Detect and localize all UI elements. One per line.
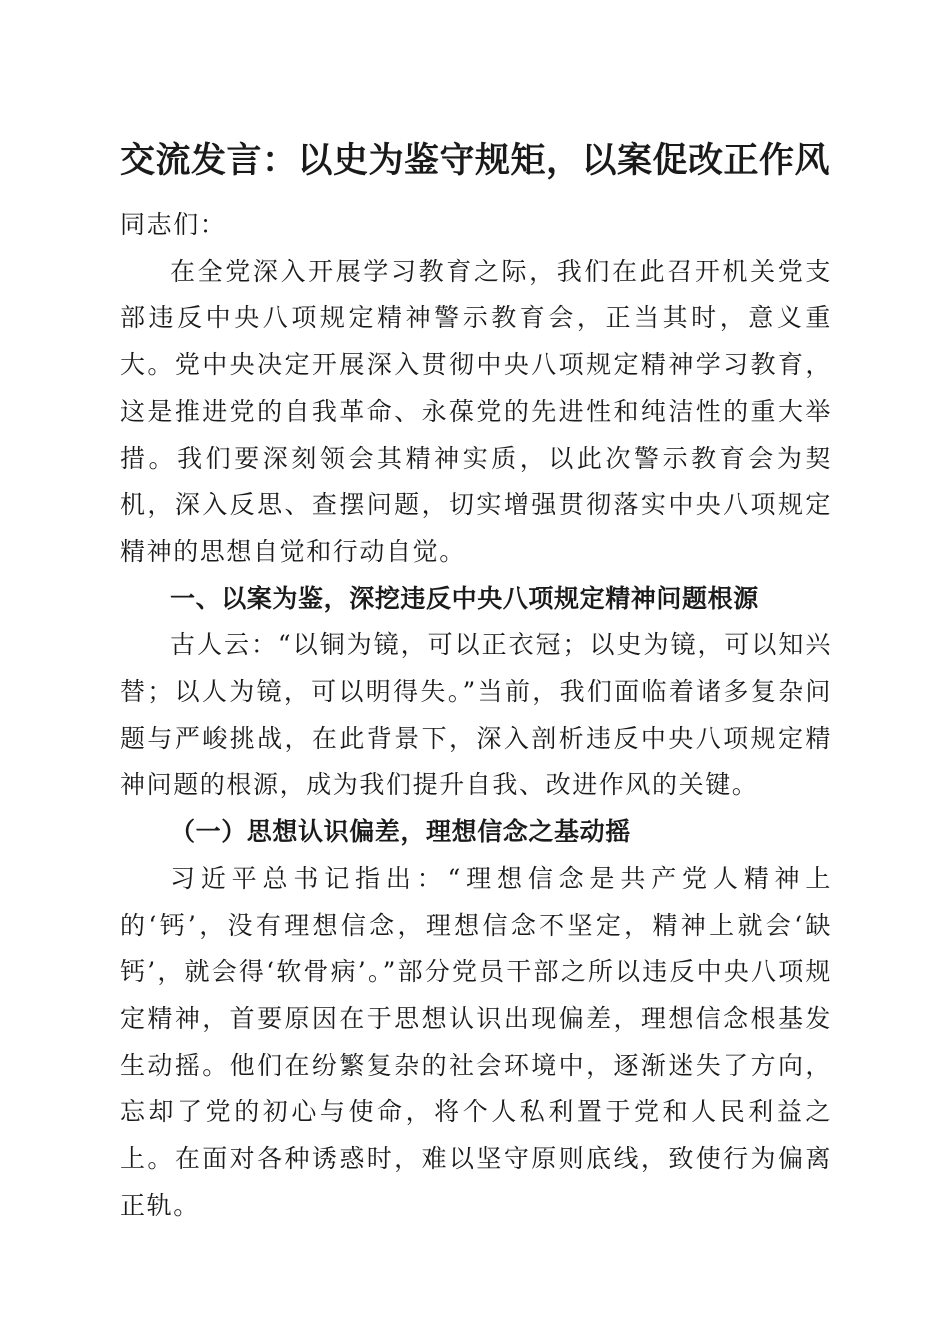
paragraph-intro: 在全党深入开展学习教育之际，我们在此召开机关党支部违反中央八项规定精神警示教育会，正当其时，意义重大。党中央决定开展深入贯彻中央八项规定精神学习教育，这是推进党的自我革命、永葆党的先进性和纯洁性的重大举措。我们要深刻领会其精神实质，以此次警示教育会为契机，深入反思、查摆问题，切实增强贯彻落实中央八项规定精神的思想自觉和行动自觉。 (120, 256, 832, 566)
document-body (120, 202, 832, 1229)
section-heading-1: 一、以案为鉴，深挖违反中央八项规定精神问题根源 (170, 583, 759, 613)
subsection-heading-1: （一）思想认识偏差，理想信念之基动摇 (170, 817, 631, 847)
document-title: 交流发言：以史为鉴守规矩，以案促改正作风 (119, 140, 830, 181)
paragraph-subsection-1: 习近平总书记指出：“理想信念是共产党人精神上的‘钙’，没有理想信念，理想信念不坚定，精神上就会‘缺钙’，就会得‘软骨病’。”部分党员干部之所以违反中央八项规定精神，首要原因在于思想认识出现偏差，理想信念根基发生动摇。他们在纷繁复杂的社会环境中，逐渐迷失了方向，忘却了党的初心与使命，将个人私利置于党和人民利益之上。在面对各种诱惑时，难以坚守原则底线，致使行为偏离正轨。 (120, 863, 832, 1220)
salutation: 同志们： (120, 210, 227, 239)
paragraph-section-1: 古人云：“以铜为镜，可以正衣冠；以史为镜，可以知兴替；以人为镜，可以明得失。”当前，我们面临着诸多复杂问题与严峻挑战，在此背景下，深入剖析违反中央八项规定精神问题的根源，成为我们提升自我、改进作风的关键。 (120, 630, 832, 800)
